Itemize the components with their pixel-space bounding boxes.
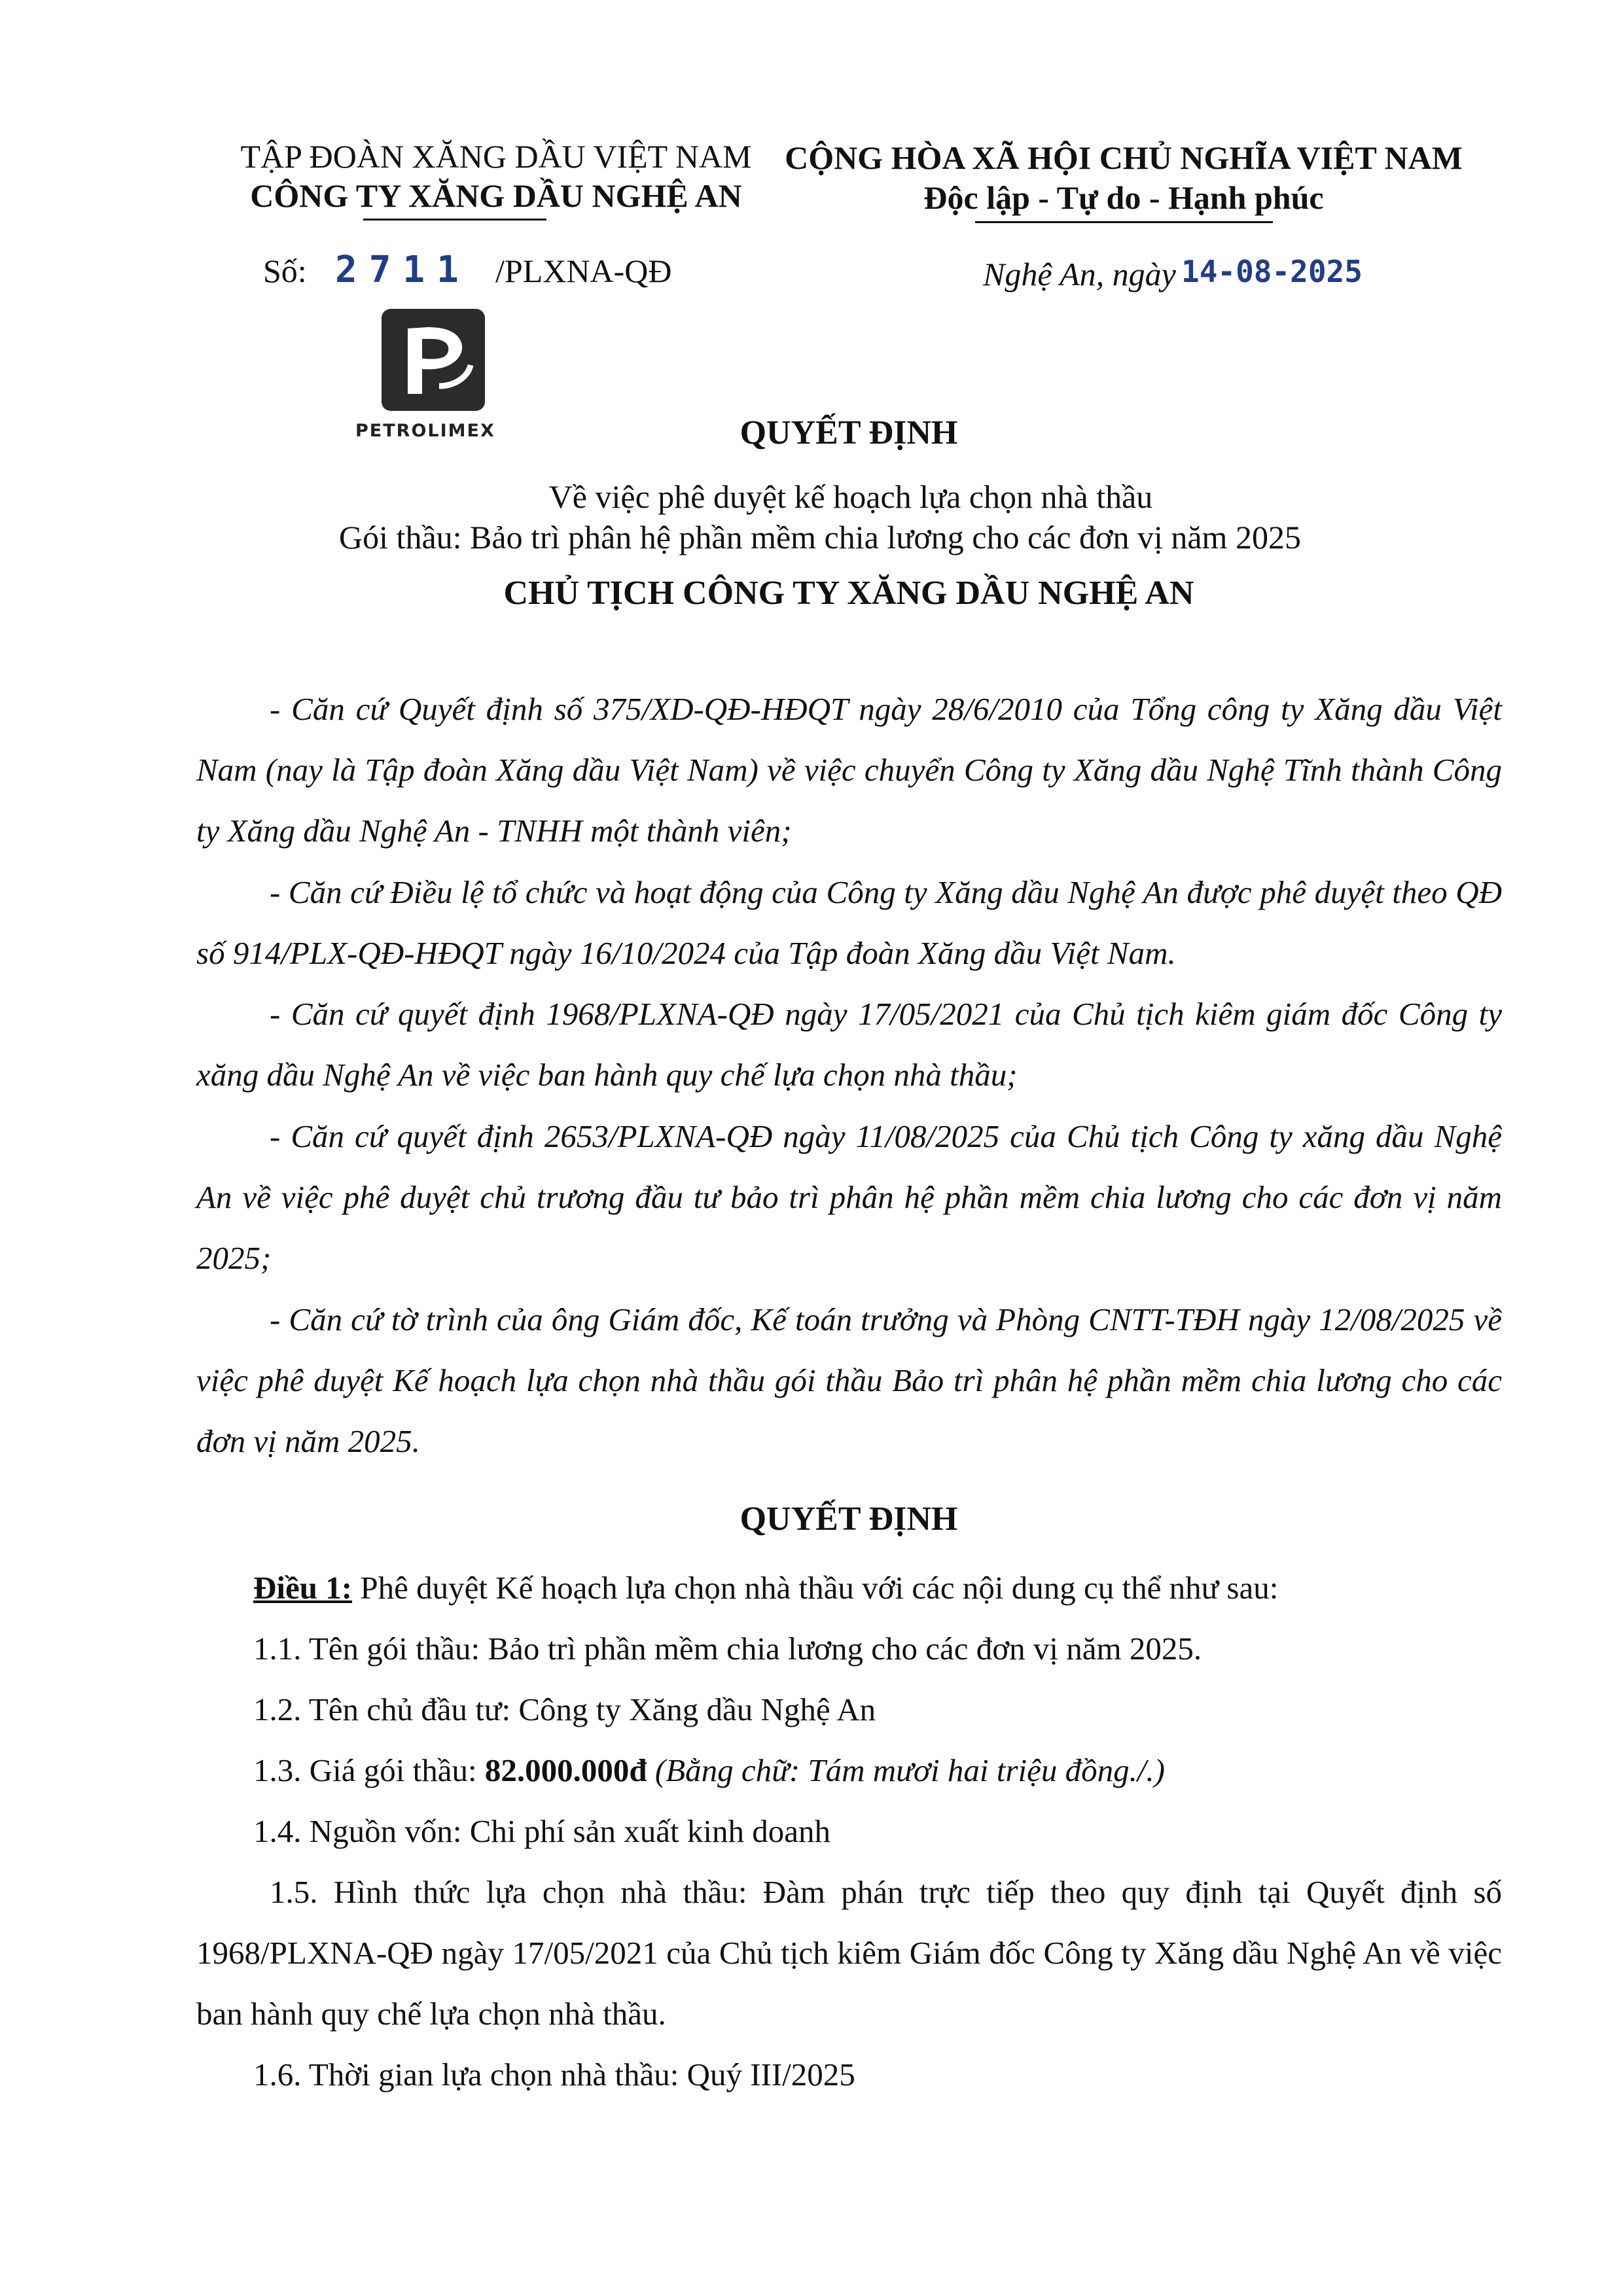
article-1-text: Phê duyệt Kế hoạch lựa chọn nhà thầu với các nội dung cụ thể như sau: xyxy=(352,1570,1279,1606)
basis-1: - Căn cứ Quyết định số 375/XD-QĐ-HĐQT ngày 28/6/2010 của Tổng công ty Xăng dầu Việt Nam (nay là Tập đoàn Xăng dầu Việt Nam) về việc chuyển Công ty Xăng dầu Nghệ Tĩnh thành Công ty Xăng dầu Nghệ An - TNHH một thành viên; xyxy=(196,691,1502,849)
number-stamp: 2711 xyxy=(335,249,471,291)
petrolimex-logo xyxy=(382,309,485,411)
subject-line-1: Về việc phê duyệt kế hoạch lựa chọn nhà thầu xyxy=(548,478,1153,515)
number-suffix: /PLXNA-QĐ xyxy=(495,253,672,289)
document-title: QUYẾT ĐỊNH xyxy=(740,414,958,451)
item-1-2: 1.2. Tên chủ đầu tư: Công ty Xăng dầu Nghệ An xyxy=(253,1691,876,1727)
org-name: CÔNG TY XĂNG DẦU NGHỆ AN xyxy=(250,177,742,214)
nation-title: CỘNG HÒA XÃ HỘI CHỦ NGHĨA VIỆT NAM xyxy=(785,139,1463,176)
org-parent: TẬP ĐOÀN XĂNG DẦU VIỆT NAM xyxy=(240,138,752,175)
item-1-3-words: (Bằng chữ: Tám mươi hai triệu đồng./.) xyxy=(647,1752,1166,1788)
item-1-5: 1.5. Hình thức lựa chọn nhà thầu: Đàm phán trực tiếp theo quy định tại Quyết định số 1968/PLXNA-QĐ ngày 17/05/2021 của Chủ tịch kiêm Giám đốc Công ty Xăng dầu Nghệ An về việc ban hành quy chế lựa chọn nhà thầu. xyxy=(196,1874,1502,2032)
nation-motto: Độc lập - Tự do - Hạnh phúc xyxy=(923,179,1324,216)
item-1-4: 1.4. Nguồn vốn: Chi phí sản xuất kinh doanh xyxy=(253,1813,830,1849)
authority-title: CHỦ TỊCH CÔNG TY XĂNG DẦU NGHỆ AN xyxy=(503,574,1194,612)
decision-title: QUYẾT ĐỊNH xyxy=(740,1500,958,1538)
date-stamp: 14-08-2025 xyxy=(1181,254,1363,289)
basis-3: - Căn cứ quyết định 1968/PLXNA-QĐ ngày 17/05/2021 của Chủ tịch kiêm giám đốc Công ty xăng dầu Nghệ An về việc ban hành quy chế lựa chọn nhà thầu; xyxy=(196,996,1502,1093)
item-1-3 xyxy=(253,1740,1165,1801)
item-1-3-amount: 82.000.000đ xyxy=(484,1752,647,1788)
article-1 xyxy=(253,1557,1278,1619)
article-1-label: Điều 1: xyxy=(253,1570,353,1606)
basis-2: - Căn cứ Điều lệ tổ chức và hoạt động của Công ty Xăng dầu Nghệ An được phê duyệt theo QĐ số 914/PLX-QĐ-HĐQT ngày 16/10/2024 của Tập đoàn Xăng dầu Việt Nam. xyxy=(196,874,1502,971)
date-label: Nghệ An, ngày xyxy=(983,256,1176,292)
item-1-3-label: 1.3. Giá gói thầu: xyxy=(253,1752,485,1788)
item-1-1: 1.1. Tên gói thầu: Bảo trì phần mềm chia lương cho các đơn vị năm 2025. xyxy=(253,1631,1202,1667)
motto-underline xyxy=(975,221,1273,223)
basis-5: - Căn cứ tờ trình của ông Giám đốc, Kế toán trưởng và Phòng CNTT-TĐH ngày 12/08/2025 về việc phê duyệt Kế hoạch lựa chọn nhà thầu gói thầu Bảo trì phân hệ phần mềm chia lương cho các đơn vị năm 2025. xyxy=(196,1301,1502,1459)
logo-label: PETROLIMEX xyxy=(355,421,495,441)
item-1-6: 1.6. Thời gian lựa chọn nhà thầu: Quý III/2025 xyxy=(253,2057,855,2093)
subject-line-2: Gói thầu: Bảo trì phân hệ phần mềm chia lương cho các đơn vị năm 2025 xyxy=(339,519,1301,556)
number-label: Số: xyxy=(263,253,307,289)
petrolimex-logo-icon xyxy=(382,309,485,411)
org-underline xyxy=(363,219,546,221)
basis-4: - Căn cứ quyết định 2653/PLXNA-QĐ ngày 11/08/2025 của Chủ tịch Công ty xăng dầu Nghệ An về việc phê duyệt chủ trương đầu tư bảo trì phân hệ phần mềm chia lương cho các đơn vị năm 2025; xyxy=(196,1118,1502,1276)
